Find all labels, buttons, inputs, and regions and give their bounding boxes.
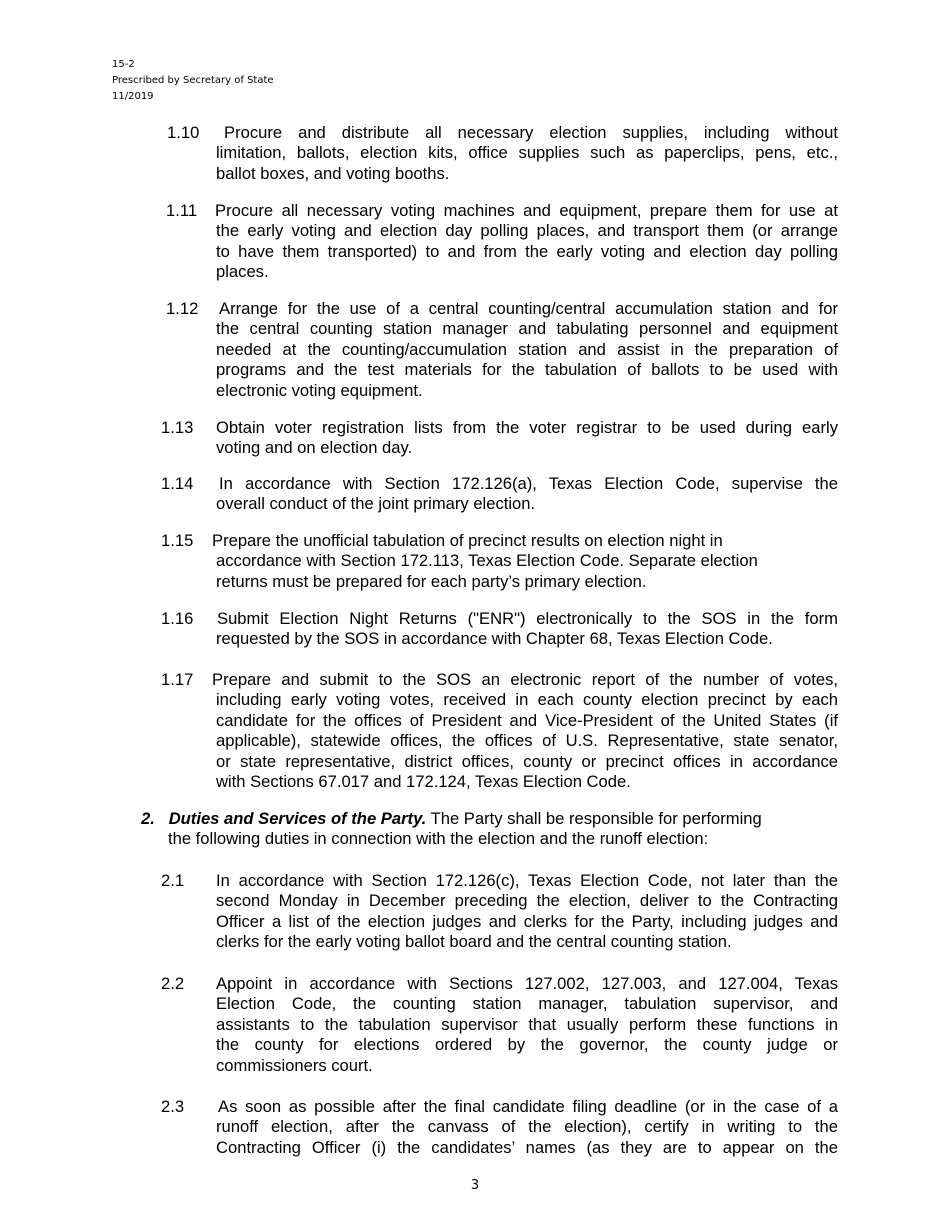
item-number: 2.1 xyxy=(161,871,185,890)
item-text: Procure all necessary voting machines and equipment, prepare them for use at the early voting and election day polling places, and transport them (or arrange to have them transported) to and from the early voting and election day polling places. xyxy=(215,201,838,282)
item-number: 1.16 xyxy=(161,609,194,628)
section-number: 2. xyxy=(141,809,155,828)
form-number: 15-2 xyxy=(112,59,135,70)
form-date: 11/2019 xyxy=(112,91,154,102)
item-text: Procure and distribute all necessary election supplies, including without limitation, ballots, election kits, office supplies such as paperclips, pens, etc., ballot boxes, and voting booths. xyxy=(216,123,838,183)
item-text: Appoint in accordance with Sections 127.002, 127.003, and 127.004, Texas Election Code, the counting station manager, tabulation supervisor, and assistants to the tabulation supervisor that usually perform these functions in the county for elections ordered by the governor, the county judge or commissioners court. xyxy=(216,974,838,1075)
section-text-line-2: the following duties in connection with the election and the runoff election: xyxy=(168,829,709,849)
item-number: 1.15 xyxy=(161,531,194,550)
item-text: Arrange for the use of a central counting/central accumulation station and for the central counting station manager and tabulating personnel and equipment needed at the counting/accumulation station and assist in the preparation of programs and the test materials for the tabulation of ballots to be used with electronic voting equipment. xyxy=(216,299,838,400)
item-number: 1.17 xyxy=(161,670,194,689)
item-number: 1.12 xyxy=(166,299,199,318)
item-text: Submit Election Night Returns ("ENR") electronically to the SOS in the form requested by the SOS in accordance with Chapter 68, Texas Election Code. xyxy=(216,609,838,649)
item-number: 1.14 xyxy=(161,474,194,493)
item-text: Obtain voter registration lists from the voter registrar to be used during early voting and on election day. xyxy=(216,418,838,458)
item-number: 2.2 xyxy=(161,974,185,993)
item-number: 2.3 xyxy=(161,1097,185,1116)
section-title: Duties and Services of the Party. xyxy=(168,809,427,828)
item-text: In accordance with Section 172.126(a), Texas Election Code, supervise the overall conduct of the joint primary election. xyxy=(216,474,838,514)
document-header xyxy=(112,57,274,105)
item-text: Prepare and submit to the SOS an electronic report of the number of votes, including early voting votes, received in each county election precinct by each candidate for the offices of President and Vice-President of the United States (if applicable), statewide offices, the offices of U.S. Representative, state senator, or state representative, district offices, county or precinct offices in accordance with Sections 67.017 and 172.124, Texas Election Code. xyxy=(212,670,838,791)
item-number: 1.10 xyxy=(167,123,200,142)
item-text: In accordance with Section 172.126(c), Texas Election Code, not later than the second Monday in December preceding the election, deliver to the Contracting Officer a list of the election judges and clerks for the Party, including judges and clerks for the early voting ballot board and the central counting station. xyxy=(216,871,838,952)
item-text: Prepare the unofficial tabulation of precinct results on election night in accordance with Section 172.113, Texas Election Code. Separate election returns must be prepared for each party’s primary election. xyxy=(212,531,758,591)
item-number: 1.13 xyxy=(161,418,194,437)
item-text: As soon as possible after the final candidate filing deadline (or in the case of a runoff election, after the canvass of the election), certify in writing to the Contracting Officer (i) the candidates’ names (as they are to appear on the xyxy=(216,1097,838,1157)
page-number: 3 xyxy=(470,1178,480,1193)
section-text-line-1: The Party shall be responsible for performing xyxy=(426,809,762,828)
item-number: 1.11 xyxy=(166,201,198,220)
prescribed-by: Prescribed by Secretary of State xyxy=(112,75,274,86)
